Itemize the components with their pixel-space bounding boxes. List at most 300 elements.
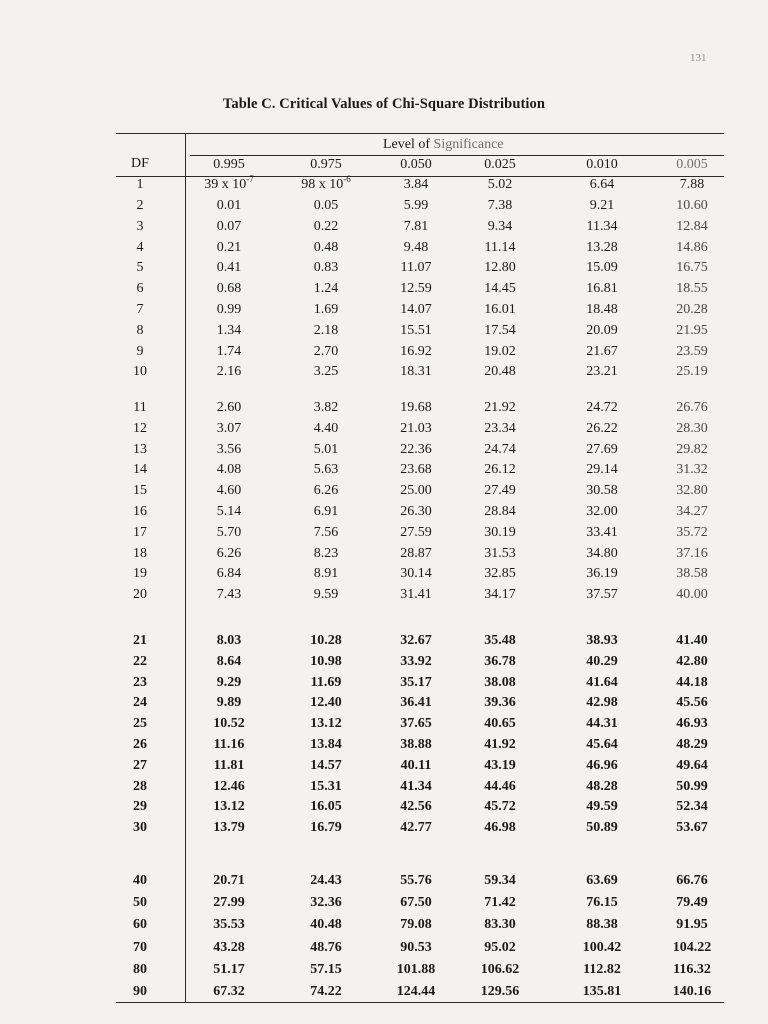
value-cell: 0.05 [313, 198, 339, 213]
table-row [0, 962, 768, 982]
table-row [0, 260, 768, 280]
value-cell: 2.70 [313, 343, 339, 359]
value-cell: 7.43 [216, 587, 242, 603]
table-row [0, 198, 768, 218]
value-cell: 44.18 [676, 674, 708, 690]
value-cell: 9.29 [216, 674, 242, 690]
value-cell: 124.44 [396, 984, 436, 999]
value-cell: 24.72 [586, 400, 618, 415]
df-cell: 26 [133, 737, 147, 752]
value-cell [294, 174, 358, 193]
value-cell: 76.15 [586, 895, 618, 911]
table-row [0, 820, 768, 840]
value-cell: 3.07 [216, 420, 242, 436]
value-cell: 32.85 [484, 566, 516, 582]
table-row [0, 344, 768, 364]
df-cell: 2 [136, 198, 144, 213]
value-cell: 22.36 [400, 441, 432, 457]
value-cell: 11.16 [213, 737, 245, 752]
value-cell: 14.57 [310, 757, 342, 773]
alpha-header-0050: 0.050 [400, 157, 432, 172]
table-row [0, 675, 768, 695]
value-cell: 40.29 [586, 653, 618, 669]
value-cell: 88.38 [586, 917, 618, 933]
value-cell: 95.02 [484, 939, 516, 955]
value-cell: 48.76 [310, 939, 342, 955]
value-cell: 7.88 [679, 177, 705, 192]
value-cell: 50.89 [586, 820, 618, 836]
value-cell: 8.23 [313, 545, 339, 561]
level-underline-rule [190, 155, 724, 156]
level-label-suffix: Significance [433, 137, 504, 152]
df-cell: 60 [133, 917, 147, 933]
value-cell: 38.93 [586, 633, 618, 648]
value-cell: 0.21 [216, 239, 242, 255]
value-cell: 26.76 [676, 400, 708, 415]
value-cell: 41.64 [586, 674, 618, 690]
value-cell: 31.32 [676, 462, 708, 478]
value-cell: 1.74 [216, 343, 242, 359]
value-cell: 31.41 [400, 587, 432, 603]
alpha-header-0025: 0.025 [484, 157, 516, 172]
value-cell: 90.53 [400, 939, 432, 955]
value-cell: 3.56 [216, 441, 242, 457]
value-cell: 66.76 [676, 873, 708, 888]
value-cell: 41.92 [484, 737, 516, 752]
df-cell: 17 [133, 524, 147, 540]
value-cell: 35.17 [400, 674, 432, 690]
table-row [0, 799, 768, 819]
value-cell: 38.88 [400, 737, 432, 752]
value-cell: 59.34 [484, 873, 516, 888]
value-cell: 41.34 [400, 778, 432, 794]
df-cell: 22 [133, 653, 147, 669]
value-cell: 0.83 [313, 260, 339, 276]
value-cell: 48.29 [676, 737, 708, 752]
value-cell: 57.15 [310, 961, 342, 977]
value-cell: 16.92 [400, 343, 432, 359]
table-title: Table C. Critical Values of Chi-Square Distribution [222, 96, 546, 112]
value-cell: 32.80 [676, 483, 708, 499]
df-cell: 20 [133, 587, 147, 603]
value-cell: 10.60 [676, 198, 708, 213]
value-cell [190, 174, 268, 193]
value-cell: 1.69 [313, 302, 339, 317]
value-cell: 38.08 [484, 674, 516, 690]
value-cell: 39.36 [484, 695, 516, 711]
value-cell: 19.68 [400, 400, 432, 415]
df-cell: 9 [136, 343, 144, 359]
table-row [0, 716, 768, 736]
value-cell: 37.57 [586, 587, 618, 603]
value-cell: 26.30 [400, 504, 432, 519]
value-cell: 14.07 [400, 302, 432, 317]
value-cell: 10.52 [213, 716, 245, 732]
value-cell: 35.72 [676, 524, 708, 540]
value-cell: 34.27 [676, 504, 708, 519]
value-cell: 0.68 [216, 281, 242, 297]
value-cell: 27.69 [586, 441, 618, 457]
value-cell: 42.98 [586, 695, 618, 711]
value-cell: 0.01 [216, 198, 242, 213]
value-cell: 1.34 [216, 322, 242, 338]
df-cell: 12 [133, 420, 147, 436]
value-cell: 10.28 [310, 633, 342, 648]
alpha-header-0975: 0.975 [310, 157, 342, 172]
df-cell: 19 [133, 566, 147, 582]
table-row [0, 695, 768, 715]
value-cell: 12.59 [400, 281, 432, 297]
value-cell: 11.81 [213, 757, 245, 773]
value-cell: 33.41 [586, 524, 618, 540]
value-cell: 0.41 [216, 260, 242, 276]
value-cell: 20.48 [484, 364, 516, 380]
table-row [0, 779, 768, 799]
value-cell: 27.49 [484, 483, 516, 499]
value-cell: 6.26 [313, 483, 339, 499]
value-cell: 9.48 [403, 239, 429, 255]
table-row [0, 442, 768, 462]
value-cell: 49.64 [676, 757, 708, 773]
df-cell: 50 [133, 895, 147, 911]
value-cell: 8.64 [216, 653, 242, 669]
value-cell: 20.09 [586, 322, 618, 338]
value-cell: 7.38 [487, 198, 513, 213]
value-cell: 32.67 [400, 633, 432, 648]
value-cell: 37.65 [400, 716, 432, 732]
value-cell: 0.22 [313, 218, 339, 234]
value-cell: 8.91 [313, 566, 339, 582]
value-cell: 2.60 [216, 400, 242, 415]
value-cell: 5.02 [487, 177, 513, 192]
value-cell: 21.95 [676, 322, 708, 338]
table-row [0, 174, 768, 197]
df-cell: 24 [133, 695, 147, 711]
value-cell: 79.49 [676, 895, 708, 911]
value-cell: 17.54 [484, 322, 516, 338]
value-cell: 50.99 [676, 778, 708, 794]
value-cell: 45.56 [676, 695, 708, 711]
value-cell: 20.71 [213, 873, 245, 888]
value-cell: 46.98 [484, 820, 516, 836]
value-cell: 8.03 [216, 633, 242, 648]
value-cell: 55.76 [400, 873, 432, 888]
value-cell: 42.56 [400, 799, 432, 815]
value-cell: 21.92 [484, 400, 516, 415]
value-cell: 34.17 [484, 587, 516, 603]
value-cell: 13.12 [213, 799, 245, 815]
value-cell: 38.58 [676, 566, 708, 582]
df-cell: 6 [136, 281, 144, 297]
value-cell: 11.14 [484, 239, 516, 255]
df-cell: 8 [136, 322, 144, 338]
value-cell: 18.55 [676, 281, 708, 297]
df-cell: 23 [133, 674, 147, 690]
value-cell: 3.84 [403, 177, 429, 192]
value-cell: 42.80 [676, 653, 708, 669]
value-cell: 44.31 [586, 716, 618, 732]
value-cell: 15.09 [586, 260, 618, 276]
value-cell: 36.78 [484, 653, 516, 669]
value-cell: 19.02 [484, 343, 516, 359]
value-cell: 21.03 [400, 420, 432, 436]
value-cell: 34.80 [586, 545, 618, 561]
table-row [0, 364, 768, 384]
value-cell: 25.00 [400, 483, 432, 499]
value-cell: 7.56 [313, 524, 339, 540]
value-cell: 31.53 [484, 545, 516, 561]
value-cell: 4.60 [216, 483, 242, 499]
table-row [0, 302, 768, 322]
value-cell: 49.59 [586, 799, 618, 815]
value-cell: 16.79 [310, 820, 342, 836]
table-row [0, 940, 768, 960]
value-cell: 27.99 [213, 895, 245, 911]
value-cell: 7.81 [403, 218, 429, 234]
value-cell: 5.63 [313, 462, 339, 478]
table-row [0, 546, 768, 566]
value-cell: 13.79 [213, 820, 245, 836]
df-cell: 27 [133, 757, 147, 773]
value-cell: 40.65 [484, 716, 516, 732]
value-cell: 6.64 [589, 177, 615, 192]
value-cell: 116.32 [673, 961, 711, 977]
table-row [0, 587, 768, 607]
df-cell: 15 [133, 483, 147, 499]
value-cell: 40.11 [400, 757, 432, 773]
value-cell: 30.14 [400, 566, 432, 582]
value-cell: 1.24 [313, 281, 339, 297]
value-cell: 16.05 [310, 799, 342, 815]
alpha-header-0005: 0.005 [676, 157, 708, 172]
df-cell: 5 [136, 260, 144, 276]
value-cell: 35.48 [484, 633, 516, 648]
table-row [0, 240, 768, 260]
value-cell: 11.07 [400, 260, 432, 276]
value-cell: 0.99 [216, 302, 242, 317]
value-exponent: -6 [343, 174, 351, 184]
value-cell: 43.19 [484, 757, 516, 773]
df-cell: 13 [133, 441, 147, 457]
value-cell: 30.19 [484, 524, 516, 540]
df-cell: 18 [133, 545, 147, 561]
value-cell: 36.41 [400, 695, 432, 711]
value-cell: 13.12 [310, 716, 342, 732]
value-cell: 40.00 [676, 587, 708, 603]
table-row [0, 281, 768, 301]
value-cell: 52.34 [676, 799, 708, 815]
table-row [0, 633, 768, 653]
value-cell: 6.84 [216, 566, 242, 582]
table-row [0, 917, 768, 937]
value-cell: 106.62 [480, 961, 520, 977]
value-cell: 51.17 [213, 961, 245, 977]
value-cell: 13.84 [310, 737, 342, 752]
level-label-prefix: Level of [383, 137, 434, 152]
df-cell: 28 [133, 778, 147, 794]
value-cell: 2.18 [313, 322, 339, 338]
value-cell: 28.84 [484, 504, 516, 519]
value-cell: 13.28 [586, 239, 618, 255]
value-cell: 0.48 [313, 239, 339, 255]
alpha-header-0010: 0.010 [586, 157, 618, 172]
value-cell: 37.16 [676, 545, 708, 561]
df-cell: 3 [136, 218, 144, 234]
value-cell: 14.45 [484, 281, 516, 297]
value-cell: 23.34 [484, 420, 516, 436]
df-cell: 4 [136, 239, 144, 255]
value-cell: 79.08 [400, 917, 432, 933]
value-cell: 30.58 [586, 483, 618, 499]
value-cell: 24.74 [484, 441, 516, 457]
alpha-header-0995: 0.995 [213, 157, 245, 172]
table-top-rule [116, 133, 724, 134]
value-cell: 29.14 [586, 462, 618, 478]
value-cell: 91.95 [676, 917, 708, 933]
value-cell: 32.00 [586, 504, 618, 519]
value-cell: 41.40 [676, 633, 708, 648]
table-row [0, 219, 768, 239]
value-cell: 5.01 [313, 441, 339, 457]
value-cell: 100.42 [582, 939, 622, 955]
value-cell: 15.51 [400, 322, 432, 338]
value-cell: 63.69 [586, 873, 618, 888]
value-cell: 67.32 [213, 984, 245, 999]
table-row [0, 504, 768, 524]
table-row [0, 421, 768, 441]
table-row [0, 737, 768, 757]
value-cell: 74.22 [310, 984, 342, 999]
value-cell: 9.89 [216, 695, 242, 711]
value-cell: 16.75 [676, 260, 708, 276]
value-cell: 18.48 [586, 302, 618, 317]
table-row [0, 400, 768, 420]
value-cell: 5.14 [216, 504, 242, 519]
df-cell: 11 [133, 400, 147, 415]
value-cell: 29.82 [676, 441, 708, 457]
value-cell: 6.91 [313, 504, 339, 519]
value-cell: 3.25 [313, 364, 339, 380]
table-row [0, 483, 768, 503]
value-cell: 24.43 [310, 873, 342, 888]
df-cell: 90 [133, 984, 147, 999]
value-cell: 9.21 [589, 198, 615, 213]
df-cell: 80 [133, 961, 147, 977]
value-cell: 33.92 [400, 653, 432, 669]
df-cell: 70 [133, 939, 147, 955]
value-cell: 16.81 [586, 281, 618, 297]
df-cell: 40 [133, 873, 147, 888]
value-cell: 23.68 [400, 462, 432, 478]
value-cell: 46.93 [676, 716, 708, 732]
value-cell: 26.22 [586, 420, 618, 436]
df-cell: 1 [136, 177, 144, 192]
df-cell: 21 [133, 633, 147, 648]
value-cell: 16.01 [484, 302, 516, 317]
value-cell: 135.81 [582, 984, 622, 999]
value-cell: 112.82 [583, 961, 621, 977]
df-cell: 7 [136, 302, 144, 317]
value-cell: 48.28 [586, 778, 618, 794]
value-cell: 12.40 [310, 695, 342, 711]
value-cell: 10.98 [310, 653, 342, 669]
value-cell: 129.56 [480, 984, 520, 999]
table-row [0, 895, 768, 915]
value-cell: 40.48 [310, 917, 342, 933]
value-cell: 4.40 [313, 420, 339, 436]
table-row [0, 758, 768, 778]
table-row [0, 462, 768, 482]
value-cell: 4.08 [216, 462, 242, 478]
value-cell: 32.36 [310, 895, 342, 911]
value-cell: 5.99 [403, 198, 429, 213]
table-row [0, 654, 768, 674]
table-row [0, 984, 768, 1004]
value-cell: 11.34 [586, 218, 618, 234]
value-cell: 9.59 [313, 587, 339, 603]
value-cell: 11.69 [310, 674, 342, 690]
value-cell: 43.28 [213, 939, 245, 955]
value-cell: 104.22 [672, 939, 712, 955]
value-cell: 71.42 [484, 895, 516, 911]
value-cell: 36.19 [586, 566, 618, 582]
value-cell: 18.31 [400, 364, 432, 380]
value-cell: 5.70 [216, 524, 242, 540]
value-cell: 3.82 [313, 400, 339, 415]
value-cell: 45.72 [484, 799, 516, 815]
value-cell: 44.46 [484, 778, 516, 794]
value-cell: 83.30 [484, 917, 516, 933]
df-cell: 29 [133, 799, 147, 815]
table-row [0, 525, 768, 545]
value-cell: 53.67 [676, 820, 708, 836]
value-cell: 25.19 [676, 364, 708, 380]
value-mantissa: 39 x 10 [204, 177, 247, 192]
df-column-header: DF [131, 156, 149, 171]
value-cell: 46.96 [586, 757, 618, 773]
value-cell: 42.77 [400, 820, 432, 836]
value-cell: 28.87 [400, 545, 432, 561]
table-row [0, 323, 768, 343]
df-cell: 14 [133, 462, 147, 478]
value-cell: 28.30 [676, 420, 708, 436]
level-of-significance-label [383, 137, 504, 153]
value-cell: 15.31 [310, 778, 342, 794]
value-cell: 23.21 [586, 364, 618, 380]
value-cell: 27.59 [400, 524, 432, 540]
df-cell: 10 [133, 364, 147, 380]
df-cell: 25 [133, 716, 147, 732]
value-cell: 20.28 [676, 302, 708, 317]
value-cell: 12.46 [213, 778, 245, 794]
value-cell: 12.80 [484, 260, 516, 276]
value-cell: 9.34 [487, 218, 513, 234]
value-cell: 12.84 [676, 218, 708, 234]
page-number: 131 [690, 52, 707, 64]
value-cell: 2.16 [216, 364, 242, 380]
value-cell: 140.16 [672, 984, 712, 999]
table-row [0, 873, 768, 893]
value-cell: 14.86 [676, 239, 708, 255]
value-cell: 26.12 [484, 462, 516, 478]
value-cell: 0.07 [216, 218, 242, 234]
value-cell: 45.64 [586, 737, 618, 752]
value-cell: 67.50 [400, 895, 432, 911]
value-cell: 23.59 [676, 343, 708, 359]
value-cell: 6.26 [216, 545, 242, 561]
value-cell: 101.88 [396, 961, 436, 977]
value-cell: 35.53 [213, 917, 245, 933]
